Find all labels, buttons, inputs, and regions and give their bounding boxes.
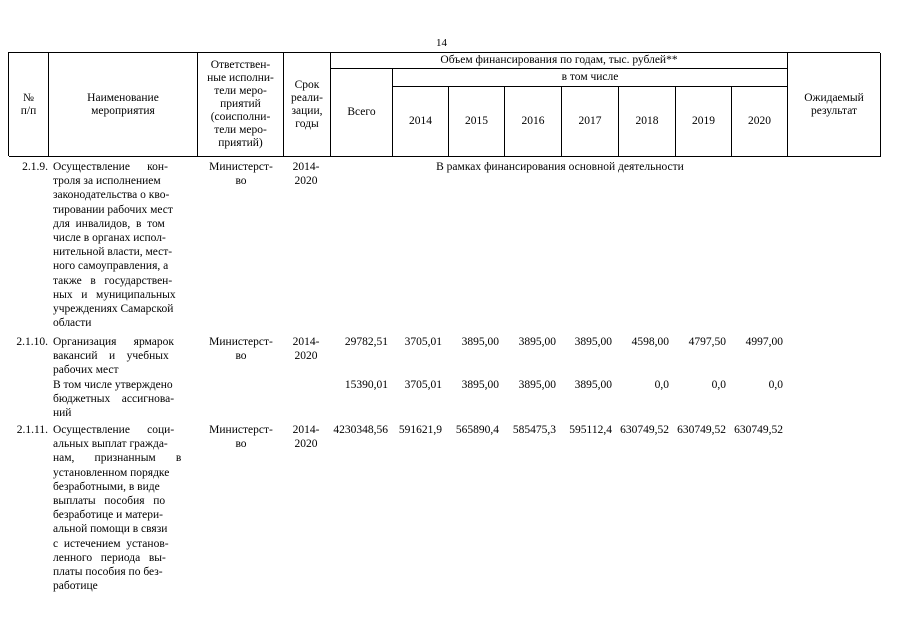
header-year: 2019 [676, 87, 732, 157]
row-value: 4997,00 [745, 336, 783, 348]
row-total: 29782,51 [344, 336, 388, 348]
header-total: Всего [331, 69, 393, 157]
header-year: 2014 [393, 87, 449, 157]
row-value: 3705,01 [404, 336, 442, 348]
page-number: 14 [436, 37, 447, 49]
row-value: 565890,4 [455, 424, 499, 436]
header-year: 2016 [505, 87, 562, 157]
header-num: № п/п [9, 53, 49, 157]
row-name: Осуществление соци- альных выплат гражда- нам, признанным в установленном порядке безработными, в виде выплаты пособия по безработице и матери- альной помощи в связи с истечением установ- ленного периода вы- платы пособия по без- работице [53, 424, 182, 593]
row-term: 2014- 2020 [292, 161, 320, 188]
row-name: В том числе утверждено бюджетных ассигнова- ний [53, 379, 175, 420]
row-value: 585475,3 [512, 424, 556, 436]
row-value: 0,0 [654, 379, 669, 391]
header-year: 2015 [449, 87, 505, 157]
header-year: 2018 [619, 87, 676, 157]
header-year: 2020 [732, 87, 788, 157]
row-name: Организация ярмарок вакансий и учебных рабочих мест [53, 336, 174, 377]
row-value: 3895,00 [461, 379, 499, 391]
row-value: 3895,00 [574, 336, 612, 348]
row-value: 591621,9 [398, 424, 442, 436]
row-value: 3895,00 [574, 379, 612, 391]
row-term: 2014- 2020 [292, 336, 320, 363]
header-name: Наименование мероприятия [49, 53, 198, 157]
row-value: 3895,00 [518, 336, 556, 348]
row-value: 0,0 [711, 379, 726, 391]
row-term: 2014- 2020 [292, 424, 320, 451]
row-responsible: Министерст- во [209, 161, 273, 188]
row-note: В рамках финансирования основной деятельности [436, 161, 684, 173]
row-value: 4797,50 [688, 336, 726, 348]
row-number: 2.1.11. [16, 424, 48, 436]
row-name: Осуществление кон- троля за исполнением законодательства о кво- тировании рабочих мест для инвалидов, в том числе в органах испол- нительной власти, мест- ного самоуправления, а также в государствен- ных и муниципальных учреждениях Самарской области [53, 161, 176, 330]
row-value: 630749,52 [734, 424, 783, 436]
row-responsible: Министерст- во [209, 336, 273, 363]
header-including: в том числе [393, 69, 788, 87]
row-value: 630749,52 [620, 424, 669, 436]
row-value: 0,0 [768, 379, 783, 391]
row-value: 3895,00 [518, 379, 556, 391]
row-value: 4598,00 [631, 336, 669, 348]
row-number: 2.1.9. [22, 161, 48, 173]
row-total: 4230348,56 [333, 424, 388, 436]
row-value: 630749,52 [677, 424, 726, 436]
row-value: 3895,00 [461, 336, 499, 348]
row-value: 3705,01 [404, 379, 442, 391]
header-term: Срок реали- зации, годы [284, 53, 331, 157]
row-value: 595112,4 [569, 424, 612, 436]
table-header [8, 52, 880, 156]
header-result: Ожидаемый результат [788, 53, 881, 157]
header-responsible: Ответствен- ные исполни- тели меро- приятий (соисполни- тели меро- приятий) [198, 53, 284, 157]
row-responsible: Министерст- во [209, 424, 273, 451]
row-total: 15390,01 [344, 379, 388, 391]
header-financing: Объем финансирования по годам, тыс. рублей** [331, 53, 788, 69]
header-year: 2017 [562, 87, 619, 157]
row-number: 2.1.10. [16, 336, 48, 348]
